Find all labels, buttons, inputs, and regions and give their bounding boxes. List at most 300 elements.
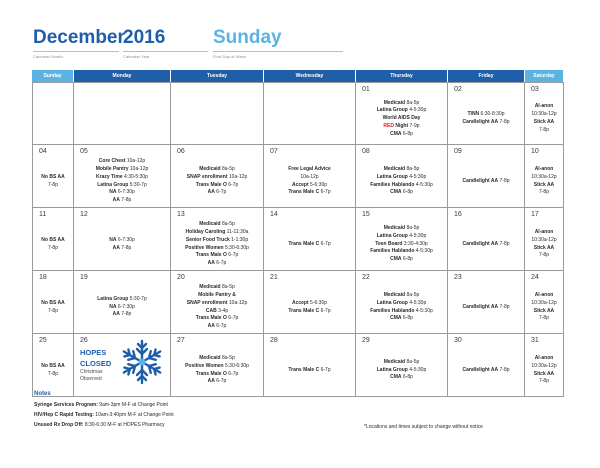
day-cell[interactable] [74,271,171,333]
event-item[interactable] [196,315,239,323]
event-time: 6-8p [401,256,413,263]
event-name: World AIDS Day [382,115,421,122]
event-item[interactable] [462,178,509,186]
event-name: SNAP enrollment [186,299,228,306]
event-name: Stick AA [533,370,555,377]
date-number: 18 [39,274,47,281]
day-cell[interactable] [525,271,564,333]
event-time: 6-7p [319,307,331,314]
event-list [266,221,353,268]
event-item[interactable] [109,304,135,312]
event-item[interactable] [288,166,331,174]
event-time: 7-8p [47,307,58,314]
first-day-underline [213,51,343,52]
event-name: Trans Male C [288,307,320,314]
event-item[interactable] [206,308,228,316]
day-cell[interactable] [448,208,525,270]
date-number: 08 [362,148,370,155]
day-cell[interactable] [32,83,74,144]
event-item[interactable] [535,166,554,174]
date-number: 26 [80,337,88,344]
event-item[interactable] [97,182,146,190]
day-cell[interactable] [448,334,525,396]
event-name: Trans Male C [288,189,320,196]
event-item[interactable] [390,315,413,323]
event-list [450,96,522,142]
day-cell[interactable] [525,208,564,270]
event-item[interactable] [109,189,135,197]
event-time: 5:30-7p [128,295,147,302]
event-name: CMA [390,374,402,381]
event-highlight: RED [383,122,394,129]
note-line [34,412,334,418]
event-item[interactable] [390,374,413,382]
event-name: Mobile Pantry [95,165,129,172]
event-item[interactable] [196,182,239,190]
day-cell[interactable] [356,145,448,207]
month-underline [33,51,119,52]
event-name: Medicaid [383,291,406,298]
event-list [35,158,71,205]
event-time: 5-6:30p [308,299,328,306]
event-name: Trans Male O [195,252,227,259]
event-item[interactable] [384,166,420,174]
event-list [358,221,445,268]
date-number: 05 [80,148,88,155]
event-name: Candlelight AA [462,177,499,184]
event-name: Medicaid [383,225,406,231]
event-item[interactable] [462,304,509,312]
day-cell[interactable] [171,334,264,396]
first-day-caption: First Day of Week [213,54,247,59]
event-item[interactable] [539,189,549,197]
week-row [32,271,564,334]
event-item[interactable] [539,315,549,323]
date-number: 24 [531,274,539,281]
date-number: 20 [177,274,185,281]
day-cell[interactable] [171,208,264,270]
event-item[interactable] [377,233,426,241]
event-item[interactable] [113,245,132,253]
event-item[interactable] [390,189,413,197]
event-name: Latina Group [376,232,408,239]
event-time: 7-9p [408,122,420,129]
note-text: 8:30-6:30 M-F at HOPES Pharmacy [83,422,165,428]
day-cell[interactable] [264,145,356,207]
event-item[interactable] [377,367,426,375]
event-item[interactable] [96,166,149,174]
day-cell[interactable] [264,271,356,333]
event-item[interactable] [377,300,426,308]
event-time: 3:30-4:30p [402,240,428,247]
event-item[interactable] [300,174,318,182]
event-name: Latina Group [376,173,408,180]
event-name: Teen Board [375,240,403,247]
date-number: 10 [531,148,539,155]
hopes-closed-line: HOPES [80,348,107,357]
day-cell[interactable] [171,83,264,144]
event-name: Medicaid [199,354,221,361]
day-cell[interactable] [74,145,171,207]
event-item[interactable] [196,371,239,379]
event-name: AA [207,260,215,267]
event-item[interactable] [208,378,227,386]
event-time: 7-8p [538,126,549,133]
note-line [34,422,334,428]
day-cell[interactable] [356,83,448,144]
event-time: 4-5:30p [407,107,427,114]
event-item[interactable] [199,166,235,174]
event-name: AA [207,378,215,385]
event-time: 7-8p [47,244,58,251]
event-item[interactable] [390,131,413,139]
event-item[interactable] [383,115,421,123]
event-item[interactable] [288,367,330,375]
day-cell[interactable] [525,83,564,144]
day-cell[interactable] [74,208,171,270]
event-item[interactable] [292,182,327,190]
day-cell[interactable] [74,83,171,144]
event-name: Free Legal Advice [288,165,331,172]
event-item[interactable] [109,237,135,245]
first-day-title: Sunday [213,27,282,48]
date-number: 04 [39,148,47,155]
event-time: 8a-5p [220,165,235,172]
event-item[interactable] [208,189,227,197]
day-cell[interactable] [171,145,264,207]
day-cell[interactable] [356,271,448,333]
event-time: 10a-12p [227,299,248,306]
event-time: 6-7p [214,260,227,267]
event-item[interactable] [288,189,330,197]
event-name: Latina Group [376,107,408,114]
day-cell[interactable] [448,145,525,207]
day-cell[interactable] [525,334,564,396]
event-item[interactable] [198,292,236,300]
event-name: No BS AA [41,173,65,180]
day-cell[interactable] [264,334,356,396]
event-item[interactable] [208,260,227,268]
event-item[interactable] [199,221,235,229]
event-item[interactable] [384,225,420,233]
event-time: 5:30-7p [128,181,147,188]
event-time: 7-8p [538,315,549,322]
event-list [358,96,445,142]
date-number: 31 [531,337,539,344]
event-time: 11-11:30a [225,228,249,235]
event-name: Senior Food Truck [185,236,230,243]
event-item[interactable] [535,292,554,300]
event-time: 6-8p [401,315,413,322]
calendar-grid [32,70,564,397]
event-name: Medicaid [199,165,221,172]
event-time: 6-8p [401,189,413,196]
event-list [35,221,71,268]
event-item[interactable] [531,174,556,182]
event-name: Trans Male O [195,181,227,188]
event-item[interactable] [99,158,145,166]
event-time: 6:30-8:30p [479,111,505,118]
date-number: 07 [270,148,278,155]
note-text: 9am-3pm M-F at Change Point [97,402,168,408]
event-name: CAB [205,307,217,314]
event-item[interactable] [186,229,249,237]
event-time: 4-5:30p [414,248,433,255]
event-time: 10:30a-12p [531,111,557,118]
event-name: AA [112,197,120,204]
event-item[interactable] [370,248,433,256]
event-item[interactable] [48,371,58,379]
event-list [266,347,353,394]
event-time: 1-1:30p [229,236,249,243]
event-item[interactable] [390,256,413,264]
day-cell[interactable] [356,208,448,270]
event-item[interactable] [384,292,420,300]
year-caption: Calendar Year [123,54,150,59]
event-time: 5:30-6:30p [223,244,249,251]
event-name: NA [109,236,117,243]
event-item[interactable] [97,296,146,304]
event-time: 7-8p [47,181,58,188]
event-item[interactable] [187,174,248,182]
date-number: 16 [454,211,462,218]
event-time: 8a-5p [405,291,420,298]
event-item[interactable] [384,359,420,367]
event-time: 6-7p [319,366,331,373]
event-time: 6-7p [319,240,331,247]
event-name: Trans Male O [195,315,227,322]
note-label: Syringe Services Program: [34,402,98,408]
event-item[interactable] [531,111,556,119]
event-name: CMA [390,256,402,263]
event-time: 8a-5p [405,99,420,106]
date-number: 12 [80,211,88,218]
event-name: Al-anon [534,354,554,361]
event-name: Families Hablando [370,248,415,255]
day-cell[interactable] [32,208,74,270]
event-name: Trans Male O [195,370,227,377]
event-item[interactable] [48,245,58,253]
event-time: 10:30a-12p [531,173,557,180]
event-item[interactable] [185,245,249,253]
day-header-saturday: Saturday [525,70,564,82]
event-item[interactable] [199,284,235,292]
event-item[interactable] [370,182,433,190]
event-item[interactable] [208,323,227,331]
event-name: Candlelight AA [462,240,499,247]
event-name: No BS AA [41,236,65,243]
event-list [76,284,168,331]
event-item[interactable] [186,237,248,245]
event-name: Stick AA [533,244,555,251]
event-list [266,284,353,331]
day-header-thursday: Thursday [356,70,448,82]
event-item[interactable] [96,174,148,182]
year-title: 2016 [123,27,166,48]
event-item[interactable] [288,308,330,316]
day-cell[interactable] [264,83,356,144]
day-cell[interactable] [448,271,525,333]
event-item[interactable] [462,119,509,127]
event-item[interactable] [185,363,249,371]
event-time: 4:30-5:30p [122,173,148,180]
event-item[interactable] [41,363,64,371]
event-time: 10a-12p [125,158,146,165]
event-name: Medicaid [199,284,221,291]
event-name: Trans Male C [288,240,320,247]
day-cell[interactable] [525,145,564,207]
event-item[interactable] [370,308,433,316]
event-time: 8a-5p [220,354,235,361]
event-time: 4-5:30p [414,181,433,188]
event-name: AA [112,311,120,318]
event-time: 4-5:30p [407,366,427,373]
event-item[interactable] [41,174,64,182]
event-item[interactable] [531,237,556,245]
event-item[interactable] [375,241,427,249]
day-cell[interactable] [32,145,74,207]
event-item[interactable] [292,300,327,308]
event-item[interactable] [539,378,549,386]
event-item[interactable] [531,300,556,308]
event-list [450,221,522,268]
event-name: NA [109,303,117,310]
event-list [358,158,445,205]
event-item[interactable] [48,182,58,190]
event-name: Positive Women [185,362,224,369]
event-name: SNAP enrollment [186,173,228,180]
day-header-monday: Monday [74,70,171,82]
event-item[interactable] [468,111,505,119]
event-time: 10a-12p [300,173,319,180]
event-item[interactable] [199,355,235,363]
day-cell[interactable] [171,271,264,333]
event-time: 6-7:30p [116,303,135,310]
event-time: 6-8p [401,130,413,137]
event-time: 4-5:30p [407,173,427,180]
event-item[interactable] [377,107,426,115]
event-item[interactable] [539,252,549,260]
date-number: 02 [454,86,462,93]
event-list [450,284,522,331]
event-item[interactable] [48,308,58,316]
event-item[interactable] [535,229,554,237]
event-name: AA [207,189,215,196]
event-name: AA [207,323,215,330]
event-name: No BS AA [41,299,65,306]
event-item[interactable] [534,119,554,127]
event-name: Accept [291,181,309,188]
holiday-label: Christmas [80,369,103,375]
event-time: 6-7p [226,315,239,322]
event-time: 10a-12p [227,173,248,180]
notes-title: Notes [34,391,51,397]
event-item[interactable] [113,197,132,205]
day-cell[interactable] [32,271,74,333]
event-time: 6-7:30p [116,236,135,243]
event-item[interactable] [384,100,420,108]
event-item[interactable] [534,308,554,316]
year-underline [123,51,208,52]
event-time: 10:30a-12p [531,362,557,369]
event-name: CMA [390,315,402,322]
day-cell[interactable] [264,208,356,270]
hopes-closed-line: CLOSED [80,359,112,368]
note-label: Unused Rx Drop Off: [34,422,84,428]
event-item[interactable] [41,237,64,245]
event-name: Latina Group [376,366,408,373]
event-list [527,284,561,331]
event-item[interactable] [41,300,64,308]
event-name: Al-anon [534,228,554,235]
calendar-header [33,26,573,66]
event-time: 5-6:30p [308,181,328,188]
event-item[interactable] [383,123,419,131]
event-time: 7-8p [498,303,510,310]
event-item[interactable] [462,367,509,375]
first-day-field [213,26,343,59]
event-name: NA [109,189,117,196]
event-item[interactable] [462,241,509,249]
day-cell[interactable] [32,334,74,396]
note-line [34,402,334,408]
event-item[interactable] [113,311,132,319]
event-list [450,158,522,205]
event-name: Latina Group [97,295,129,302]
disclaimer: *Locations and times subject to change without notice [364,424,483,430]
event-item[interactable] [187,300,248,308]
event-item[interactable] [531,363,556,371]
date-number: 06 [177,148,185,155]
event-list [450,347,522,394]
event-item[interactable] [377,174,426,182]
event-item[interactable] [534,245,554,253]
event-item[interactable] [535,355,554,363]
event-time: 6-7p [214,378,227,385]
event-name: Core Chest [98,158,126,165]
event-item[interactable] [196,252,239,260]
event-item[interactable] [535,103,554,111]
event-list [35,284,71,331]
day-cell[interactable] [356,334,448,396]
event-name: Families Hablando [370,181,415,188]
date-number: 25 [39,337,47,344]
event-list [527,221,561,268]
event-item[interactable] [539,127,549,135]
event-name: Al-anon [534,165,554,172]
event-name: Mobile Pantry & [198,291,236,298]
calendar-month-field [33,26,125,59]
event-name: Positive Women [185,244,224,251]
event-time: 5:30-6:30p [223,362,249,369]
event-list [173,284,261,331]
day-cell[interactable] [448,83,525,144]
event-item[interactable] [534,371,554,379]
event-item[interactable] [534,182,554,190]
event-time: 7-8p [119,311,132,318]
date-number: 03 [531,86,539,93]
event-name: Stick AA [533,307,555,314]
event-item[interactable] [288,241,330,249]
event-time: 6-7p [226,181,239,188]
event-time: 6-8p [401,374,413,381]
note-text: 10am-3:40pm M-F at Change Point [93,412,174,418]
date-number: 13 [177,211,185,218]
date-number: 30 [454,337,462,344]
event-time: 6-7p [226,370,239,377]
date-number: 01 [362,86,370,93]
day-cell[interactable] [74,334,171,396]
